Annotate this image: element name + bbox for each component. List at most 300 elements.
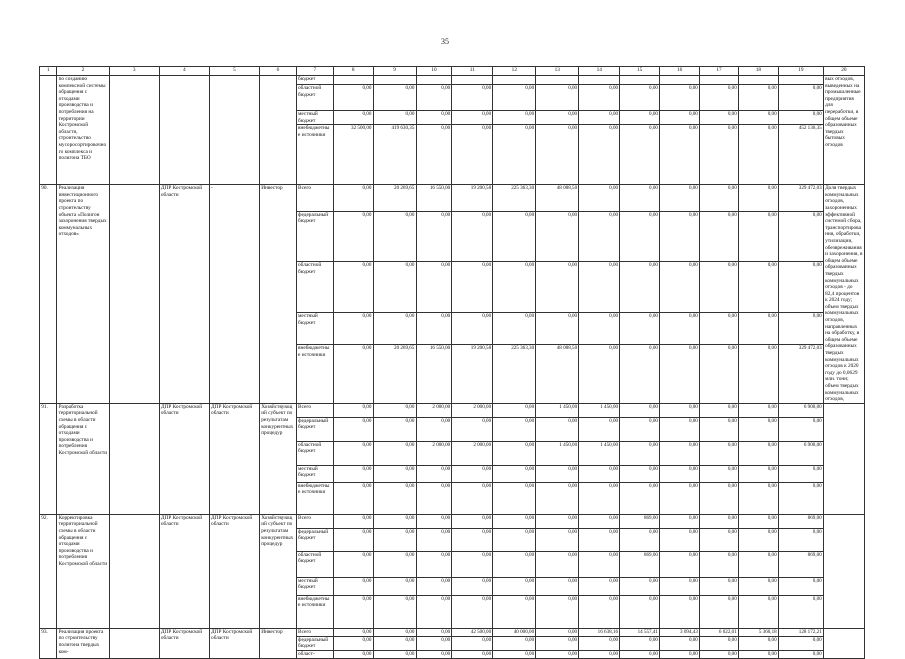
amount-cell: 0,00 bbox=[373, 551, 416, 577]
amount-cell: 0,00 bbox=[373, 528, 416, 551]
amount-cell: 0,00 bbox=[493, 85, 536, 111]
amount-cell: 0,00 bbox=[579, 313, 620, 345]
amount-cell: 16 550,00 bbox=[416, 345, 452, 403]
amount-cell: 0,00 bbox=[660, 403, 700, 417]
funding-source: внебюджетные источники bbox=[296, 482, 333, 514]
amount-cell: 0,00 bbox=[738, 551, 778, 577]
amount-cell: 419 630,35 bbox=[373, 125, 416, 185]
amount-cell: 0,00 bbox=[452, 111, 493, 125]
page-number: 35 bbox=[441, 37, 449, 46]
amount-cell: 0,00 bbox=[778, 262, 823, 313]
amount-cell: 0,00 bbox=[620, 125, 660, 185]
amount-cell: 0,00 bbox=[452, 482, 493, 514]
amount-cell: 0,00 bbox=[620, 111, 660, 125]
amount-cell: 0,00 bbox=[579, 345, 620, 403]
amount-cell: 0,00 bbox=[579, 185, 620, 211]
amount-cell: 0,00 bbox=[373, 262, 416, 313]
amount-cell: 0,00 bbox=[493, 465, 536, 482]
amount-cell: 0,00 bbox=[620, 528, 660, 551]
funding-source: местный бюджет bbox=[296, 465, 333, 482]
amount-cell: 329 472,03 bbox=[778, 185, 823, 211]
amount-cell: 0,00 bbox=[373, 628, 416, 636]
amount-cell: 0,00 bbox=[778, 111, 823, 125]
amount-cell: 0,00 bbox=[778, 528, 823, 551]
table-row bbox=[40, 628, 865, 636]
amount-cell: 0,00 bbox=[778, 465, 823, 482]
amount-cell: 0,00 bbox=[493, 125, 536, 185]
amount-cell bbox=[452, 76, 493, 85]
amount-cell: 0,00 bbox=[373, 514, 416, 528]
amount-cell: 0,00 bbox=[700, 345, 739, 403]
amount-cell: 0,00 bbox=[660, 514, 700, 528]
amount-cell: 0,00 bbox=[660, 636, 700, 650]
amount-cell: 0,00 bbox=[738, 111, 778, 125]
column-number: 7 bbox=[296, 67, 333, 76]
amount-cell: 0,00 bbox=[700, 111, 739, 125]
amount-cell: 0,00 bbox=[452, 650, 493, 658]
amount-cell: 0,00 bbox=[333, 262, 373, 313]
implementation-method: Хозяйствующий субъект по результатам конкурентных процедур bbox=[260, 514, 297, 628]
amount-cell: 0,00 bbox=[620, 85, 660, 111]
amount-cell: 0,00 bbox=[333, 636, 373, 650]
amount-cell: 0,00 bbox=[373, 85, 416, 111]
column-number-row bbox=[40, 67, 865, 76]
amount-cell bbox=[778, 76, 823, 85]
amount-cell: 0,00 bbox=[373, 417, 416, 441]
funding-source: Всего bbox=[296, 628, 333, 636]
amount-cell: 0,00 bbox=[452, 417, 493, 441]
amount-cell: 0,00 bbox=[579, 595, 620, 628]
amount-cell: 128 172,21 bbox=[778, 628, 823, 636]
amount-cell: 0,00 bbox=[700, 313, 739, 345]
amount-cell: 0,00 bbox=[738, 417, 778, 441]
amount-cell: 0,00 bbox=[536, 650, 579, 658]
item-number: 90. bbox=[40, 185, 57, 404]
amount-cell: 0,00 bbox=[452, 262, 493, 313]
amount-cell: 0,00 bbox=[700, 528, 739, 551]
item-name: по созданию компексной системы обращения с отходами производства и потребления на территории Костромской области, строительство мусоросортировочного комплекса и полигона ТБО bbox=[57, 76, 109, 185]
amount-cell: 2 000,00 bbox=[416, 403, 452, 417]
amount-cell: 3 094,43 bbox=[660, 628, 700, 636]
amount-cell: 1 450,00 bbox=[579, 441, 620, 465]
amount-cell: 0,00 bbox=[333, 595, 373, 628]
funding-source: местный бюджет bbox=[296, 577, 333, 595]
amount-cell: 0,00 bbox=[373, 577, 416, 595]
amount-cell: 0,00 bbox=[738, 465, 778, 482]
column-number: 18 bbox=[738, 67, 778, 76]
amount-cell: 0,00 bbox=[452, 514, 493, 528]
amount-cell: 0,00 bbox=[738, 482, 778, 514]
amount-cell: 0,00 bbox=[416, 211, 452, 262]
amount-cell: 0,00 bbox=[579, 465, 620, 482]
amount-cell: 0,00 bbox=[493, 417, 536, 441]
amount-cell: 20 269,65 bbox=[373, 185, 416, 211]
amount-cell: 0,00 bbox=[333, 111, 373, 125]
amount-cell: 0,00 bbox=[778, 211, 823, 262]
amount-cell: 225 363,30 bbox=[493, 185, 536, 211]
amount-cell: 0,00 bbox=[536, 595, 579, 628]
amount-cell: 2 000,00 bbox=[452, 441, 493, 465]
amount-cell: 0,00 bbox=[536, 111, 579, 125]
executor: ДПР Костромской области bbox=[209, 403, 259, 514]
amount-cell: 0,00 bbox=[620, 465, 660, 482]
amount-cell: 0,00 bbox=[579, 111, 620, 125]
customer: ДПР Костромской области bbox=[159, 628, 209, 658]
amount-cell: 0,00 bbox=[416, 465, 452, 482]
column-number: 10 bbox=[416, 67, 452, 76]
amount-cell: 0,00 bbox=[416, 313, 452, 345]
item-number: 92. bbox=[40, 514, 57, 628]
amount-cell: 0,00 bbox=[416, 111, 452, 125]
amount-cell: 0,00 bbox=[536, 125, 579, 185]
amount-cell: 0,00 bbox=[700, 417, 739, 441]
amount-cell: 20 269,65 bbox=[373, 345, 416, 403]
column-number: 6 bbox=[260, 67, 297, 76]
amount-cell: 0,00 bbox=[738, 211, 778, 262]
amount-cell: 0,00 bbox=[778, 650, 823, 658]
target-indicator: Доля твердых коммунальных отходов, захороненных эффективной системой сбора, транспортирования, обработки, утилизации, обезвреживания и захоронения, в общем объеме образованных твердых коммунальных отходов - до 82,4 процентов к 2024 году; объем твердых коммунальных отходов, направленных на обработку, в общем объеме образованных твердых коммунальных отходов к 2020 году до 0,0629 млн. тонн; объем твердых коммунальных отходов, bbox=[825, 185, 863, 403]
amount-cell: 0,00 bbox=[452, 211, 493, 262]
amount-cell: 0,00 bbox=[579, 125, 620, 185]
amount-cell: 0,00 bbox=[452, 551, 493, 577]
item-number: 93. bbox=[40, 628, 57, 658]
amount-cell: 0,00 bbox=[416, 595, 452, 628]
amount-cell: 0,00 bbox=[700, 441, 739, 465]
amount-cell: 0,00 bbox=[579, 417, 620, 441]
amount-cell: 0,00 bbox=[738, 403, 778, 417]
amount-cell: 0,00 bbox=[452, 577, 493, 595]
amount-cell: 869,00 bbox=[620, 551, 660, 577]
executor: ДПР Костромской области bbox=[209, 628, 259, 658]
amount-cell: 0,00 bbox=[700, 125, 739, 185]
amount-cell: 0,00 bbox=[620, 417, 660, 441]
amount-cell: 0,00 bbox=[700, 211, 739, 262]
amount-cell: 0,00 bbox=[333, 482, 373, 514]
amount-cell: 0,00 bbox=[620, 211, 660, 262]
amount-cell: 0,00 bbox=[536, 528, 579, 551]
amount-cell bbox=[536, 76, 579, 85]
funding-source: внебюджетные источники bbox=[296, 125, 333, 185]
amount-cell: 0,00 bbox=[493, 441, 536, 465]
amount-cell bbox=[416, 76, 452, 85]
amount-cell: 0,00 bbox=[536, 482, 579, 514]
column-number: 1 bbox=[40, 67, 57, 76]
amount-cell: 0,00 bbox=[493, 528, 536, 551]
amount-cell: 0,00 bbox=[700, 650, 739, 658]
amount-cell: 0,00 bbox=[373, 313, 416, 345]
amount-cell: 0,00 bbox=[333, 185, 373, 211]
item-number bbox=[40, 76, 57, 185]
amount-cell: 6 900,00 bbox=[778, 441, 823, 465]
amount-cell: 0,00 bbox=[620, 441, 660, 465]
amount-cell: 0,00 bbox=[660, 650, 700, 658]
amount-cell: 0,00 bbox=[493, 211, 536, 262]
empty-cell bbox=[109, 628, 159, 658]
amount-cell: 0,00 bbox=[452, 85, 493, 111]
amount-cell: 0,00 bbox=[660, 125, 700, 185]
amount-cell: 0,00 bbox=[660, 577, 700, 595]
amount-cell: 2 000,00 bbox=[416, 441, 452, 465]
amount-cell: 0,00 bbox=[579, 636, 620, 650]
amount-cell: 0,00 bbox=[373, 650, 416, 658]
column-number: 2 bbox=[57, 67, 109, 76]
amount-cell: 0,00 bbox=[660, 551, 700, 577]
amount-cell: 869,00 bbox=[620, 514, 660, 528]
amount-cell: 0,00 bbox=[452, 636, 493, 650]
amount-cell: 0,00 bbox=[373, 441, 416, 465]
amount-cell: 0,00 bbox=[778, 482, 823, 514]
executor bbox=[209, 76, 259, 185]
amount-cell: 0,00 bbox=[416, 262, 452, 313]
amount-cell: 0,00 bbox=[700, 595, 739, 628]
amount-cell: 0,00 bbox=[536, 85, 579, 111]
amount-cell: 0,00 bbox=[700, 262, 739, 313]
funding-source: Всего bbox=[296, 185, 333, 211]
amount-cell: 0,00 bbox=[579, 514, 620, 528]
amount-cell: 5 360,18 bbox=[738, 628, 778, 636]
amount-cell: 0,00 bbox=[738, 313, 778, 345]
amount-cell: 0,00 bbox=[738, 595, 778, 628]
column-number: 8 bbox=[333, 67, 373, 76]
amount-cell bbox=[700, 76, 739, 85]
amount-cell: 0,00 bbox=[536, 262, 579, 313]
amount-cell: 0,00 bbox=[700, 482, 739, 514]
funding-source: областной бюджет bbox=[296, 551, 333, 577]
amount-cell: 0,00 bbox=[536, 577, 579, 595]
funding-source: местный бюджет bbox=[296, 111, 333, 125]
amount-cell: 0,00 bbox=[700, 403, 739, 417]
funding-source: внебюджетные источники bbox=[296, 345, 333, 403]
amount-cell: 0,00 bbox=[333, 465, 373, 482]
amount-cell: 0,00 bbox=[333, 441, 373, 465]
column-number: 19 bbox=[778, 67, 823, 76]
amount-cell: 0,00 bbox=[660, 345, 700, 403]
amount-cell: 0,00 bbox=[700, 185, 739, 211]
item-number: 91. bbox=[40, 403, 57, 514]
table-row bbox=[40, 403, 865, 417]
amount-cell: 0,00 bbox=[660, 417, 700, 441]
amount-cell: 0,00 bbox=[493, 551, 536, 577]
amount-cell: 0,00 bbox=[333, 211, 373, 262]
amount-cell: 0,00 bbox=[738, 262, 778, 313]
amount-cell: 0,00 bbox=[333, 551, 373, 577]
amount-cell: 0,00 bbox=[373, 403, 416, 417]
column-number: 9 bbox=[373, 67, 416, 76]
amount-cell: 0,00 bbox=[493, 595, 536, 628]
amount-cell: 40 000,00 bbox=[493, 628, 536, 636]
amount-cell: 0,00 bbox=[738, 514, 778, 528]
amount-cell: 42 500,00 bbox=[452, 628, 493, 636]
funding-source: областной бюджет bbox=[296, 262, 333, 313]
column-number: 20 bbox=[823, 67, 864, 76]
amount-cell: 0,00 bbox=[333, 345, 373, 403]
column-number: 17 bbox=[700, 67, 739, 76]
amount-cell: 0,00 bbox=[493, 313, 536, 345]
amount-cell: 0,00 bbox=[536, 417, 579, 441]
funding-source: областной бюджет bbox=[296, 441, 333, 465]
amount-cell: 0,00 bbox=[738, 636, 778, 650]
amount-cell: 0,00 bbox=[416, 628, 452, 636]
amount-cell: 0,00 bbox=[660, 262, 700, 313]
amount-cell: 0,00 bbox=[700, 85, 739, 111]
amount-cell: 2 000,00 bbox=[452, 403, 493, 417]
amount-cell: 0,00 bbox=[738, 185, 778, 211]
empty-cell bbox=[109, 76, 159, 185]
funding-source: внебюджетные источники bbox=[296, 595, 333, 628]
executor: ДПР Костромской области bbox=[209, 514, 259, 628]
amount-cell: 225 363,30 bbox=[493, 345, 536, 403]
amount-cell: 0,00 bbox=[700, 465, 739, 482]
amount-cell: 0,00 bbox=[660, 465, 700, 482]
amount-cell: 0,00 bbox=[738, 345, 778, 403]
amount-cell: 0,00 bbox=[416, 514, 452, 528]
amount-cell: 0,00 bbox=[660, 441, 700, 465]
amount-cell bbox=[493, 76, 536, 85]
amount-cell: 0,00 bbox=[738, 577, 778, 595]
amount-cell: 0,00 bbox=[333, 650, 373, 658]
amount-cell: 32 500,00 bbox=[333, 125, 373, 185]
executor: - bbox=[209, 185, 259, 404]
amount-cell: 0,00 bbox=[536, 628, 579, 636]
amount-cell: 0,00 bbox=[620, 262, 660, 313]
amount-cell: 0,00 bbox=[579, 482, 620, 514]
amount-cell: 869,00 bbox=[778, 514, 823, 528]
amount-cell: 0,00 bbox=[660, 85, 700, 111]
empty-cell bbox=[109, 403, 159, 514]
column-number: 12 bbox=[493, 67, 536, 76]
amount-cell: 0,00 bbox=[373, 482, 416, 514]
amount-cell: 0,00 bbox=[373, 111, 416, 125]
amount-cell: 14 557,41 bbox=[620, 628, 660, 636]
amount-cell bbox=[579, 76, 620, 85]
amount-cell: 48 088,50 bbox=[536, 185, 579, 211]
target-indicator bbox=[823, 403, 864, 514]
amount-cell: 48 088,50 bbox=[536, 345, 579, 403]
amount-cell: 0,00 bbox=[620, 595, 660, 628]
amount-cell: 0,00 bbox=[738, 85, 778, 111]
amount-cell: 0,00 bbox=[700, 636, 739, 650]
amount-cell: 0,00 bbox=[536, 465, 579, 482]
amount-cell: 0,00 bbox=[620, 482, 660, 514]
amount-cell: 0,00 bbox=[493, 636, 536, 650]
amount-cell: 0,00 bbox=[536, 636, 579, 650]
column-number: 3 bbox=[109, 67, 159, 76]
amount-cell: 0,00 bbox=[416, 85, 452, 111]
amount-cell: 0,00 bbox=[778, 595, 823, 628]
amount-cell: 0,00 bbox=[416, 417, 452, 441]
item-name: Разработка территориальной схемы в области обращения с отходами производства и потребления Костромской области bbox=[57, 403, 109, 514]
amount-cell: 0,00 bbox=[416, 482, 452, 514]
amount-cell: 0,00 bbox=[373, 465, 416, 482]
amount-cell: 0,00 bbox=[416, 577, 452, 595]
amount-cell: 0,00 bbox=[620, 403, 660, 417]
customer: ДПР Костромской области bbox=[159, 185, 209, 404]
amount-cell bbox=[738, 76, 778, 85]
amount-cell: 6 900,00 bbox=[778, 403, 823, 417]
amount-cell: 0,00 bbox=[493, 111, 536, 125]
target-indicator bbox=[823, 514, 864, 628]
amount-cell: 0,00 bbox=[579, 262, 620, 313]
amount-cell: 0,00 bbox=[536, 551, 579, 577]
funding-source: бюджет bbox=[296, 76, 333, 85]
empty-cell bbox=[109, 514, 159, 628]
amount-cell: 0,00 bbox=[493, 482, 536, 514]
amount-cell: 0,00 bbox=[579, 85, 620, 111]
amount-cell: 0,00 bbox=[452, 125, 493, 185]
amount-cell: 19 200,58 bbox=[452, 345, 493, 403]
amount-cell: 0,00 bbox=[778, 636, 823, 650]
funding-source: федеральный бюджет bbox=[296, 528, 333, 551]
amount-cell: 0,00 bbox=[333, 577, 373, 595]
customer bbox=[159, 76, 209, 185]
funding-source: област- bbox=[296, 650, 333, 658]
column-number: 11 bbox=[452, 67, 493, 76]
amount-cell: 0,00 bbox=[333, 85, 373, 111]
column-number: 13 bbox=[536, 67, 579, 76]
amount-cell bbox=[620, 76, 660, 85]
amount-cell: 0,00 bbox=[579, 650, 620, 658]
funding-source: областной бюджет bbox=[296, 85, 333, 111]
table-row bbox=[40, 76, 865, 85]
implementation-method: Инвестор bbox=[260, 185, 297, 404]
amount-cell: 0,00 bbox=[620, 313, 660, 345]
amount-cell: 1 450,00 bbox=[536, 403, 579, 417]
funding-source: Всего bbox=[296, 403, 333, 417]
amount-cell: 0,00 bbox=[493, 262, 536, 313]
amount-cell: 0,00 bbox=[738, 125, 778, 185]
amount-cell: 452 130,35 bbox=[778, 125, 823, 185]
table-row bbox=[40, 514, 865, 528]
amount-cell: 0,00 bbox=[333, 313, 373, 345]
amount-cell: 0,00 bbox=[738, 528, 778, 551]
implementation-method: Инвестор bbox=[260, 628, 297, 658]
amount-cell: 19 200,58 bbox=[452, 185, 493, 211]
amount-cell: 0,00 bbox=[452, 595, 493, 628]
amount-cell: 0,00 bbox=[416, 528, 452, 551]
amount-cell: 329 472,03 bbox=[778, 345, 823, 403]
funding-source: местный бюджет bbox=[296, 313, 333, 345]
amount-cell: 0,00 bbox=[333, 417, 373, 441]
amount-cell: 0,00 bbox=[333, 514, 373, 528]
amount-cell: 0,00 bbox=[738, 441, 778, 465]
amount-cell: 1 450,00 bbox=[579, 403, 620, 417]
amount-cell: 0,00 bbox=[660, 595, 700, 628]
funding-source: федеральный бюджет bbox=[296, 211, 333, 262]
column-number: 4 bbox=[159, 67, 209, 76]
amount-cell: 0,00 bbox=[620, 636, 660, 650]
amount-cell bbox=[373, 76, 416, 85]
amount-cell: 0,00 bbox=[660, 313, 700, 345]
amount-cell: 0,00 bbox=[452, 465, 493, 482]
amount-cell: 0,00 bbox=[416, 551, 452, 577]
amount-cell: 0,00 bbox=[620, 185, 660, 211]
table-body bbox=[40, 67, 865, 659]
amount-cell: 0,00 bbox=[416, 636, 452, 650]
implementation-method: Хозяйствующий субъект по результатам конкурентных процедур bbox=[260, 403, 297, 514]
amount-cell: 0,00 bbox=[579, 528, 620, 551]
amount-cell: 0,00 bbox=[660, 528, 700, 551]
amount-cell: 0,00 bbox=[660, 185, 700, 211]
column-number: 16 bbox=[660, 67, 700, 76]
amount-cell: 0,00 bbox=[579, 551, 620, 577]
amount-cell: 6 022,01 bbox=[700, 628, 739, 636]
amount-cell: 0,00 bbox=[620, 345, 660, 403]
amount-cell: 0,00 bbox=[579, 577, 620, 595]
customer: ДПР Костромской области bbox=[159, 403, 209, 514]
funding-source: федеральный бюджет bbox=[296, 636, 333, 650]
amount-cell: 0,00 bbox=[660, 111, 700, 125]
amount-cell: 869,00 bbox=[778, 551, 823, 577]
